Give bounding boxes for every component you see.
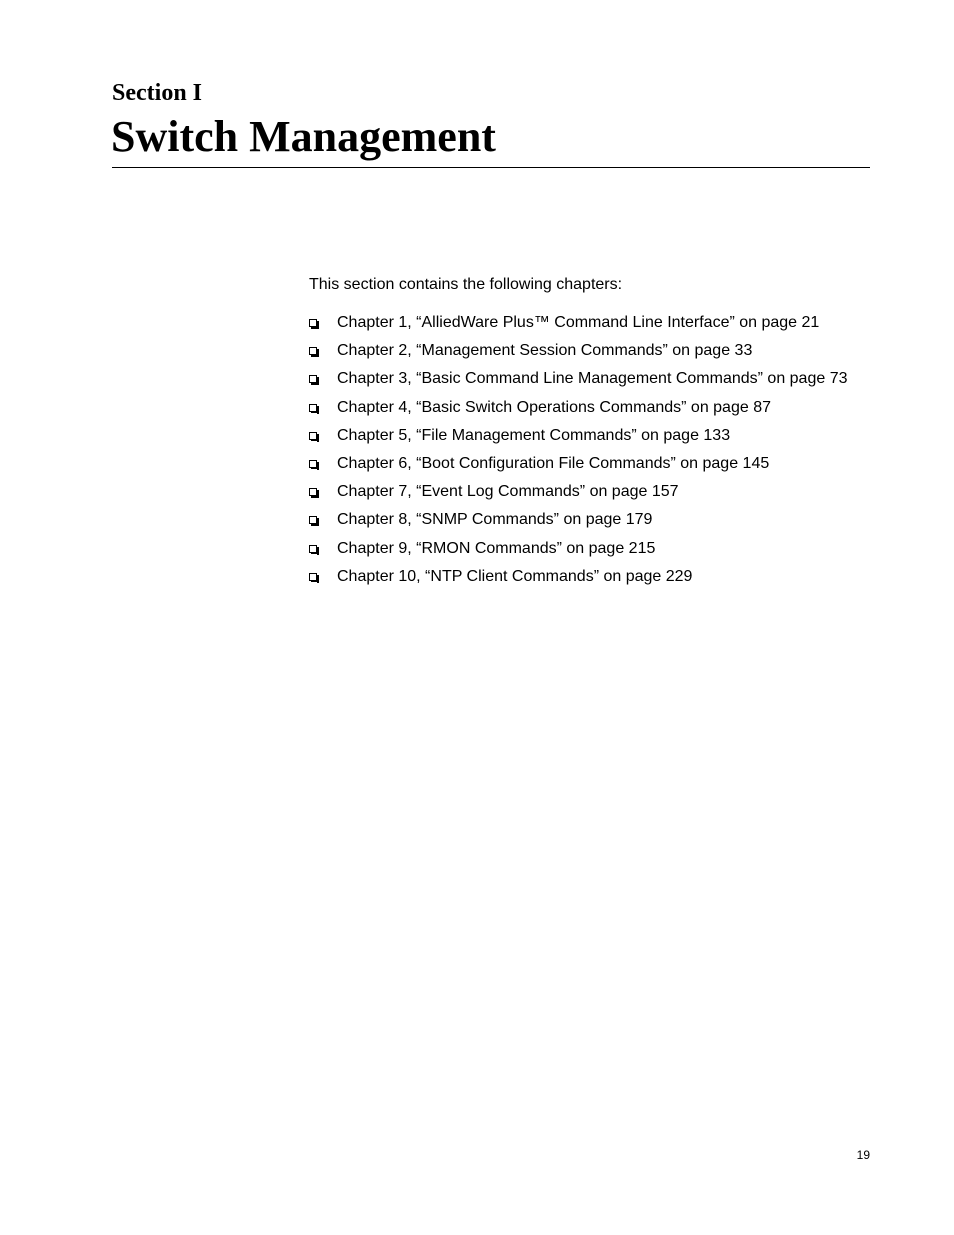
list-item (309, 369, 870, 389)
checkbox-bullet-icon (309, 432, 317, 440)
chapter-reference: Chapter 9, “RMON Commands” on page 215 (337, 539, 656, 557)
checkbox-bullet-icon (309, 488, 317, 496)
chapter-reference: Chapter 10, “NTP Client Commands” on page 229 (337, 567, 693, 585)
chapter-reference: Chapter 4, “Basic Switch Operations Commands” on page 87 (337, 398, 771, 416)
chapter-reference: Chapter 3, “Basic Command Line Management Commands” on page 73 (337, 370, 848, 388)
chapter-reference: Chapter 2, “Management Session Commands” on page 33 (337, 342, 753, 360)
list-item (309, 398, 870, 418)
page-number: 19 (856, 1148, 870, 1162)
checkbox-bullet-icon (309, 319, 317, 327)
chapter-reference: Chapter 1, “AlliedWare Plus™ Command Line Interface” on page 21 (337, 314, 820, 331)
chapter-reference: Chapter 8, “SNMP Commands” on page 179 (337, 511, 653, 529)
intro-text: This section contains the following chapters: (309, 276, 623, 293)
list-item (309, 567, 870, 587)
list-item (309, 510, 870, 530)
list-item (309, 341, 870, 361)
list-item (309, 426, 870, 446)
checkbox-bullet-icon (309, 573, 317, 581)
chapter-reference: Chapter 6, “Boot Configuration File Commands” on page 145 (337, 454, 770, 472)
chapter-list (309, 313, 870, 595)
chapter-reference: Chapter 5, “File Management Commands” on page 133 (337, 426, 731, 444)
list-item (309, 313, 870, 333)
checkbox-bullet-icon (309, 460, 317, 468)
checkbox-bullet-icon (309, 347, 317, 355)
section-label: Section I (112, 80, 202, 106)
checkbox-bullet-icon (309, 404, 317, 412)
checkbox-bullet-icon (309, 516, 317, 524)
checkbox-bullet-icon (309, 375, 317, 383)
title-divider (112, 167, 870, 168)
list-item (309, 539, 870, 559)
page-title: Switch Management (111, 112, 496, 161)
checkbox-bullet-icon (309, 545, 317, 553)
list-item (309, 482, 870, 502)
list-item (309, 454, 870, 474)
chapter-reference: Chapter 7, “Event Log Commands” on page 157 (337, 483, 679, 501)
